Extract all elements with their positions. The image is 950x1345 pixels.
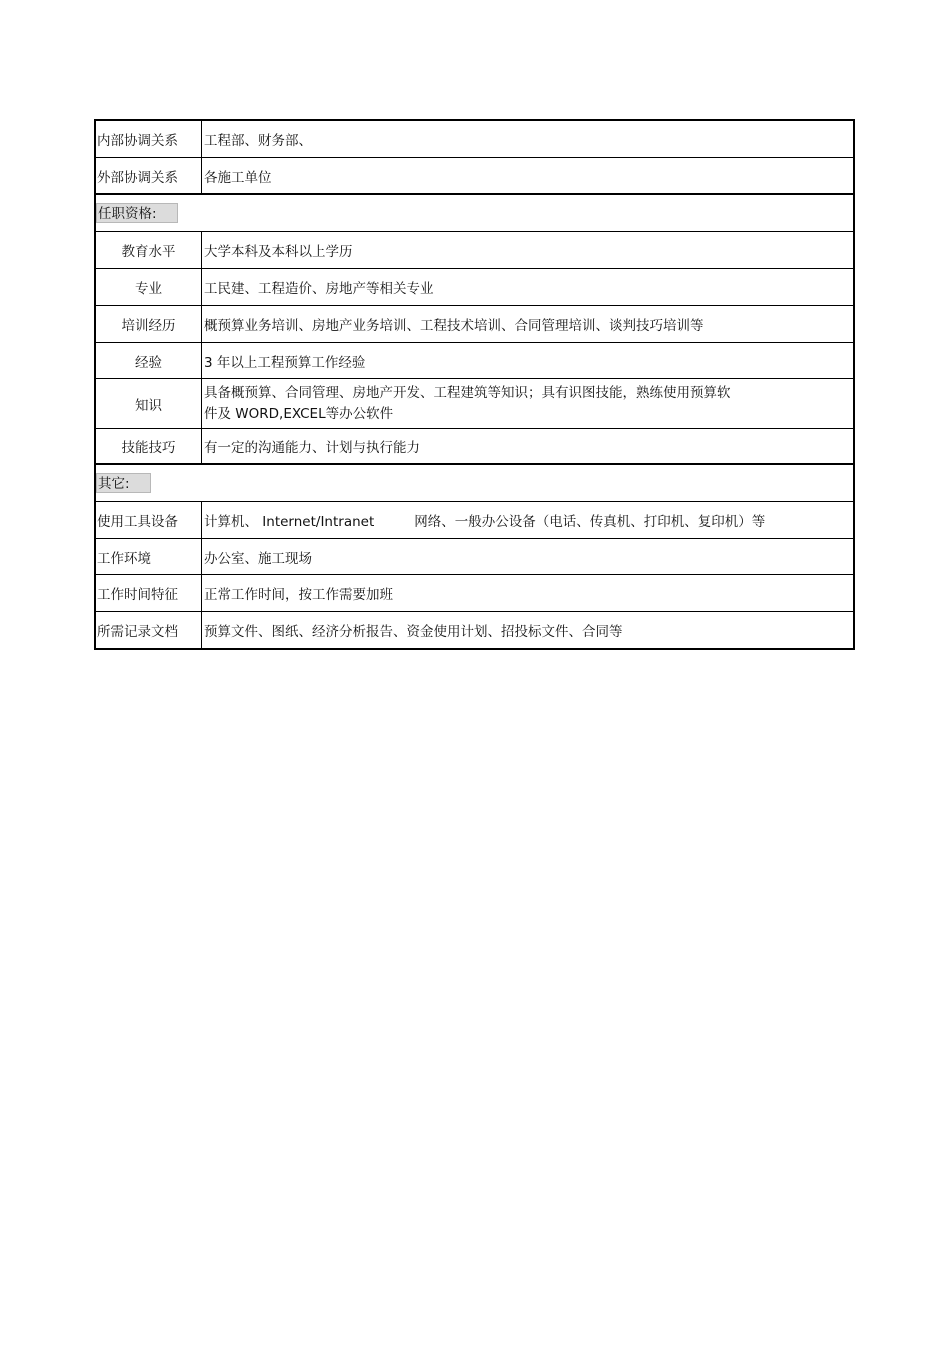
internal-coordination-value: 工程部、财务部、 — [204, 133, 312, 149]
tools-value-part-b: 网络、一般办公设备（电话、传真机、打印机、复印机）等 — [414, 514, 766, 530]
row-environment — [96, 539, 853, 575]
training-label: 培训经历 — [96, 306, 202, 342]
major-label: 专业 — [96, 269, 202, 305]
job-description-table — [94, 119, 855, 650]
row-training — [96, 306, 853, 343]
row-tools — [96, 502, 853, 539]
qualifications-section-header — [96, 195, 853, 232]
row-skills — [96, 429, 853, 465]
knowledge-line-1: 具备概预算、合同管理、房地产开发、工程建筑等知识；具有识图技能，熟练使用预算软 — [204, 384, 731, 401]
external-coordination-label: 外部协调关系 — [96, 158, 202, 193]
tools-value — [202, 502, 853, 538]
working-time-label: 工作时间特征 — [96, 575, 202, 611]
tools-value-part-a: 计算机、 Internet/Intranet — [204, 514, 375, 530]
education-label: 教育水平 — [96, 232, 202, 268]
tools-label: 使用工具设备 — [96, 502, 202, 538]
knowledge-value — [202, 379, 853, 428]
documents-label: 所需记录文档 — [96, 612, 202, 648]
skills-label: 技能技巧 — [96, 429, 202, 463]
working-time-value: 正常工作时间，按工作需要加班 — [204, 587, 393, 603]
row-working-time — [96, 575, 853, 612]
qualifications-section-title: 任职资格: — [96, 203, 178, 223]
row-education — [96, 232, 853, 269]
row-internal-coordination — [96, 121, 853, 158]
knowledge-line-2: 件及 WORD,EXCEL等办公软件 — [204, 405, 394, 422]
environment-label: 工作环境 — [96, 539, 202, 574]
external-coordination-value: 各施工单位 — [204, 169, 272, 186]
row-knowledge — [96, 379, 853, 429]
row-external-coordination — [96, 158, 853, 195]
experience-label: 经验 — [96, 343, 202, 378]
skills-value: 有一定的沟通能力、计划与执行能力 — [204, 440, 420, 456]
environment-value: 办公室、施工现场 — [204, 550, 312, 567]
row-major — [96, 269, 853, 306]
training-value: 概预算业务培训、房地产业务培训、工程技术培训、合同管理培训、谈判技巧培训等 — [204, 318, 704, 334]
other-section-title: 其它: — [96, 473, 151, 493]
knowledge-label: 知识 — [96, 379, 202, 428]
row-experience — [96, 343, 853, 379]
other-section-header — [96, 465, 853, 502]
major-value: 工民建、工程造价、房地产等相关专业 — [204, 281, 434, 297]
experience-value: 3 年以上工程预算工作经验 — [204, 354, 366, 371]
internal-coordination-label: 内部协调关系 — [96, 121, 202, 157]
row-documents — [96, 612, 853, 648]
education-value: 大学本科及本科以上学历 — [204, 244, 353, 260]
documents-value: 预算文件、图纸、经济分析报告、资金使用计划、招投标文件、合同等 — [204, 624, 623, 640]
